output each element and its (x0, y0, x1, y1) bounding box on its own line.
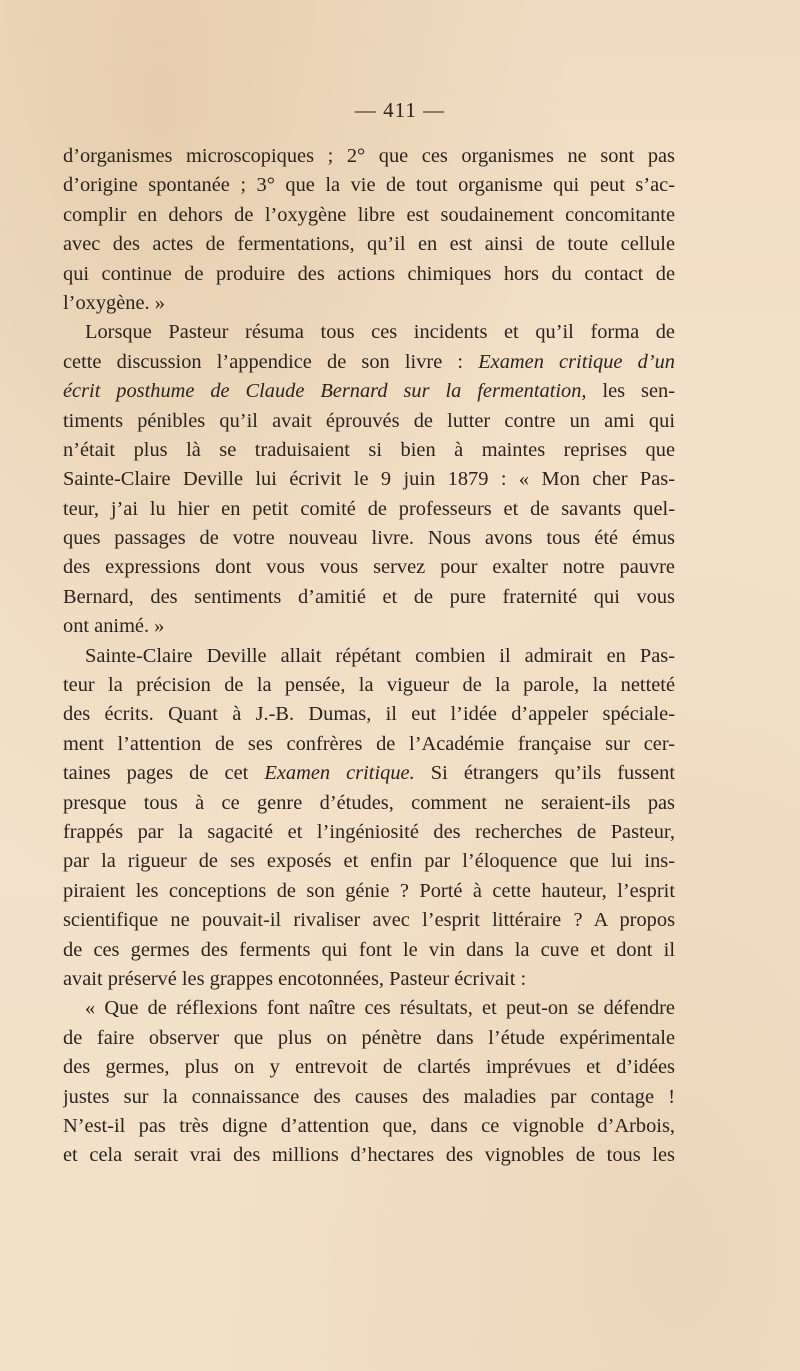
italic-title: écrit posthume de Claude Bernard sur la fermentation, (63, 380, 587, 403)
text-line (63, 377, 675, 406)
text-line (63, 1053, 675, 1082)
text-line (63, 847, 675, 876)
line-text: complir en dehors de l’oxygène libre est soudainement concomitante (63, 203, 675, 226)
text-line (63, 730, 675, 759)
text-line (63, 171, 675, 200)
line-text: N’est-il pas très digne d’attention que, dans ce vignoble d’Arbois, (63, 1114, 675, 1137)
text-line (63, 201, 675, 230)
line-text: avec des actes de fermentations, qu’il en est ainsi de toute cellule (63, 233, 675, 256)
line-text: de ces germes des ferments qui font le vin dans la cuve et dont il (63, 938, 675, 961)
text-line (63, 583, 675, 612)
text-line (63, 142, 675, 171)
text-line (63, 789, 675, 818)
line-text: qui continue de produire des actions chimiques hors du contact de (63, 262, 675, 285)
line-text: justes sur la connaissance des causes des maladies par contage ! (63, 1085, 675, 1108)
line-text: des germes, plus on y entrevoit de clartés imprévues et d’idées (63, 1056, 675, 1079)
italic-title: Examen critique d’un (478, 350, 675, 373)
line-text: d’origine spontanée ; 3° que la vie de tout organisme qui peut s’ac- (63, 174, 675, 197)
text-line (63, 700, 675, 729)
text-line (63, 759, 675, 788)
line-text: piraient les conceptions de son génie ? Porté à cette hauteur, l’esprit (63, 879, 675, 902)
line-text: par la rigueur de ses exposés et enfin par l’éloquence que lui ins- (63, 850, 675, 873)
text-line (63, 524, 675, 553)
text-line (63, 1112, 675, 1141)
page-number: — 411 — (354, 98, 446, 122)
line-text: ment l’attention de ses confrères de l’Académie française sur cer- (63, 732, 675, 755)
text-line (63, 289, 675, 318)
text-line (63, 465, 675, 494)
line-text: timents pénibles qu’il avait éprouvés de lutter contre un ami qui (63, 409, 675, 432)
text-line (63, 936, 675, 965)
body-text (63, 142, 675, 1171)
text-line (63, 818, 675, 847)
line-text: Sainte-Claire Deville allait répétant combien il admirait en Pas- (85, 644, 675, 667)
text-line (63, 318, 675, 347)
line-text: n’était plus là se traduisaient si bien à maintes reprises que (63, 438, 675, 461)
text-line (63, 906, 675, 935)
text-line (63, 965, 675, 994)
text-line (63, 436, 675, 465)
line-text: ques passages de votre nouveau livre. Nous avons tous été émus (63, 527, 675, 550)
text-line (63, 260, 675, 289)
text-line (63, 407, 675, 436)
line-text: frappés par la sagacité et l’ingéniosité des recherches de Pasteur, (63, 820, 675, 843)
line-text: « Que de réflexions font naître ces résultats, et peut-on se défendre (85, 997, 675, 1020)
text-line (63, 1024, 675, 1053)
line-text: taines pages de cet (63, 762, 265, 785)
text-line (63, 495, 675, 524)
text-line (63, 612, 675, 641)
line-text: presque tous à ce genre d’études, comment ne seraient-ils pas (63, 791, 675, 814)
text-line (63, 671, 675, 700)
line-text: ont animé. » (63, 615, 165, 638)
text-line (63, 348, 675, 377)
line-text: des expressions dont vous vous servez pour exalter notre pauvre (63, 556, 675, 579)
line-text: des écrits. Quant à J.-B. Dumas, il eut l’idée d’appeler spéciale- (63, 703, 675, 726)
line-text: teur la précision de la pensée, la vigueur de la parole, la netteté (63, 674, 675, 697)
text-line (63, 553, 675, 582)
line-text-after: Si étrangers qu’ils fussent (414, 762, 675, 785)
line-text: l’oxygène. » (63, 291, 165, 314)
text-line (63, 1141, 675, 1170)
italic-title: Examen critique. (264, 762, 415, 785)
line-text-after: les sen- (586, 380, 675, 403)
text-line (63, 230, 675, 259)
line-text: scientifique ne pouvait-il rivaliser avec l’esprit littéraire ? A propos (63, 909, 675, 932)
line-text: avait préservé les grappes encotonnées, Pasteur écrivait : (63, 967, 527, 990)
line-text: Sainte-Claire Deville lui écrivit le 9 juin 1879 : « Mon cher Pas- (63, 468, 675, 491)
text-line (63, 1083, 675, 1112)
text-line (63, 642, 675, 671)
text-line (63, 994, 675, 1023)
line-text: Bernard, des sentiments d’amitié et de pure fraternité qui vous (63, 585, 675, 608)
line-text: cette discussion l’appendice de son livre : (63, 350, 479, 373)
text-line (63, 877, 675, 906)
line-text: Lorsque Pasteur résuma tous ces incidents et qu’il forma de (85, 321, 675, 344)
line-text: d’organismes microscopiques ; 2° que ces organismes ne sont pas (63, 145, 675, 167)
line-text: teur, j’ai lu hier en petit comité de professeurs et de savants quel- (63, 497, 675, 520)
line-text: et cela serait vrai des millions d’hectares des vignobles de tous les (63, 1144, 675, 1167)
line-text: de faire observer que plus on pénètre dans l’étude expérimentale (63, 1026, 675, 1049)
